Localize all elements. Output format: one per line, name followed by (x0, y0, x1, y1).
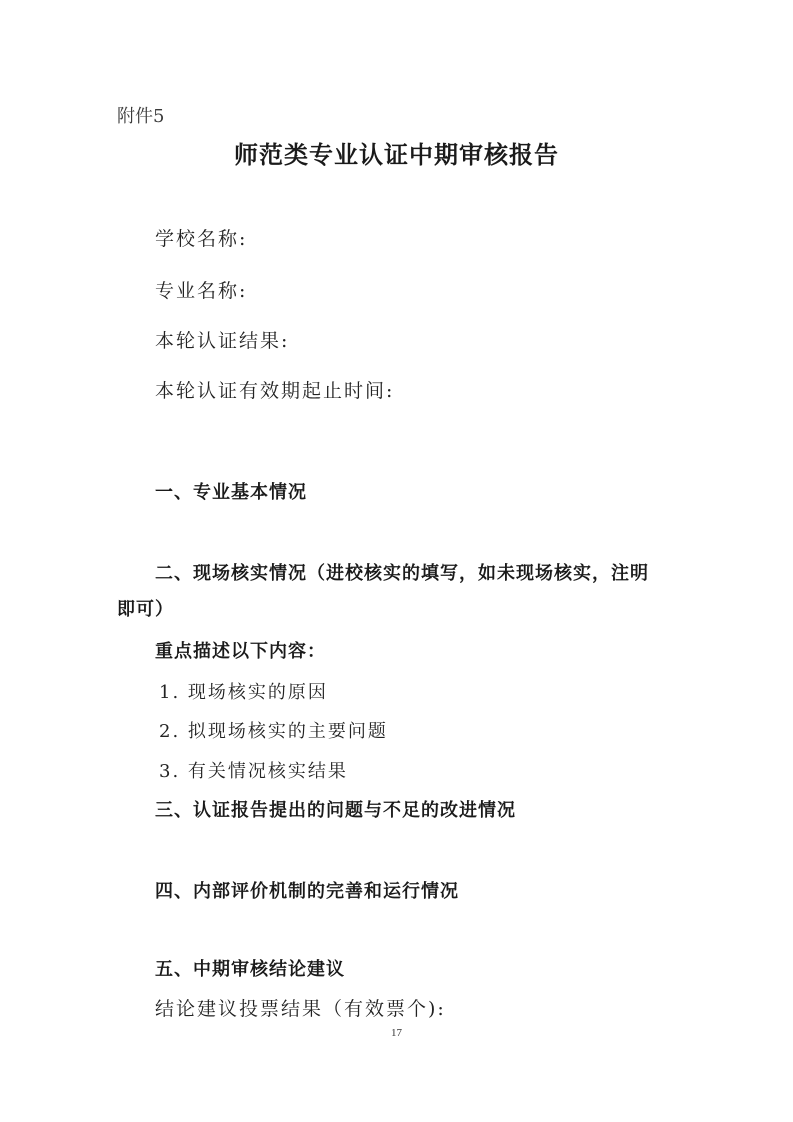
field-validity-period: 本轮认证有效期起止时间: (155, 380, 395, 402)
section-heading-2-continued: 即可） (117, 599, 174, 620)
field-school-name: 学校名称: (155, 228, 248, 250)
field-certification-result: 本轮认证结果: (155, 330, 290, 352)
section-heading-3: 三、认证报告提出的问题与不足的改进情况 (155, 800, 516, 821)
document-title: 师范类专业认证中期审核报告 (234, 141, 559, 169)
list-item: 1. 现场核实的原因 (159, 682, 328, 703)
section-heading-2: 二、现场核实情况（进校核实的填写，如未现场核实，注明 (155, 563, 649, 584)
vote-result-line: 结论建议投票结果（有效票个): (155, 998, 446, 1020)
list-item: 3. 有关情况核实结果 (159, 761, 348, 782)
page-number: 17 (391, 1027, 402, 1039)
field-major-name: 专业名称: (155, 280, 248, 302)
section-heading-1: 一、专业基本情况 (155, 482, 307, 503)
attachment-label: 附件5 (117, 106, 165, 127)
list-item: 2. 拟现场核实的主要问题 (159, 721, 388, 742)
focus-description-label: 重点描述以下内容： (155, 641, 326, 662)
section-heading-4: 四、内部评价机制的完善和运行情况 (155, 881, 459, 902)
section-heading-5: 五、中期审核结论建议 (155, 959, 345, 980)
